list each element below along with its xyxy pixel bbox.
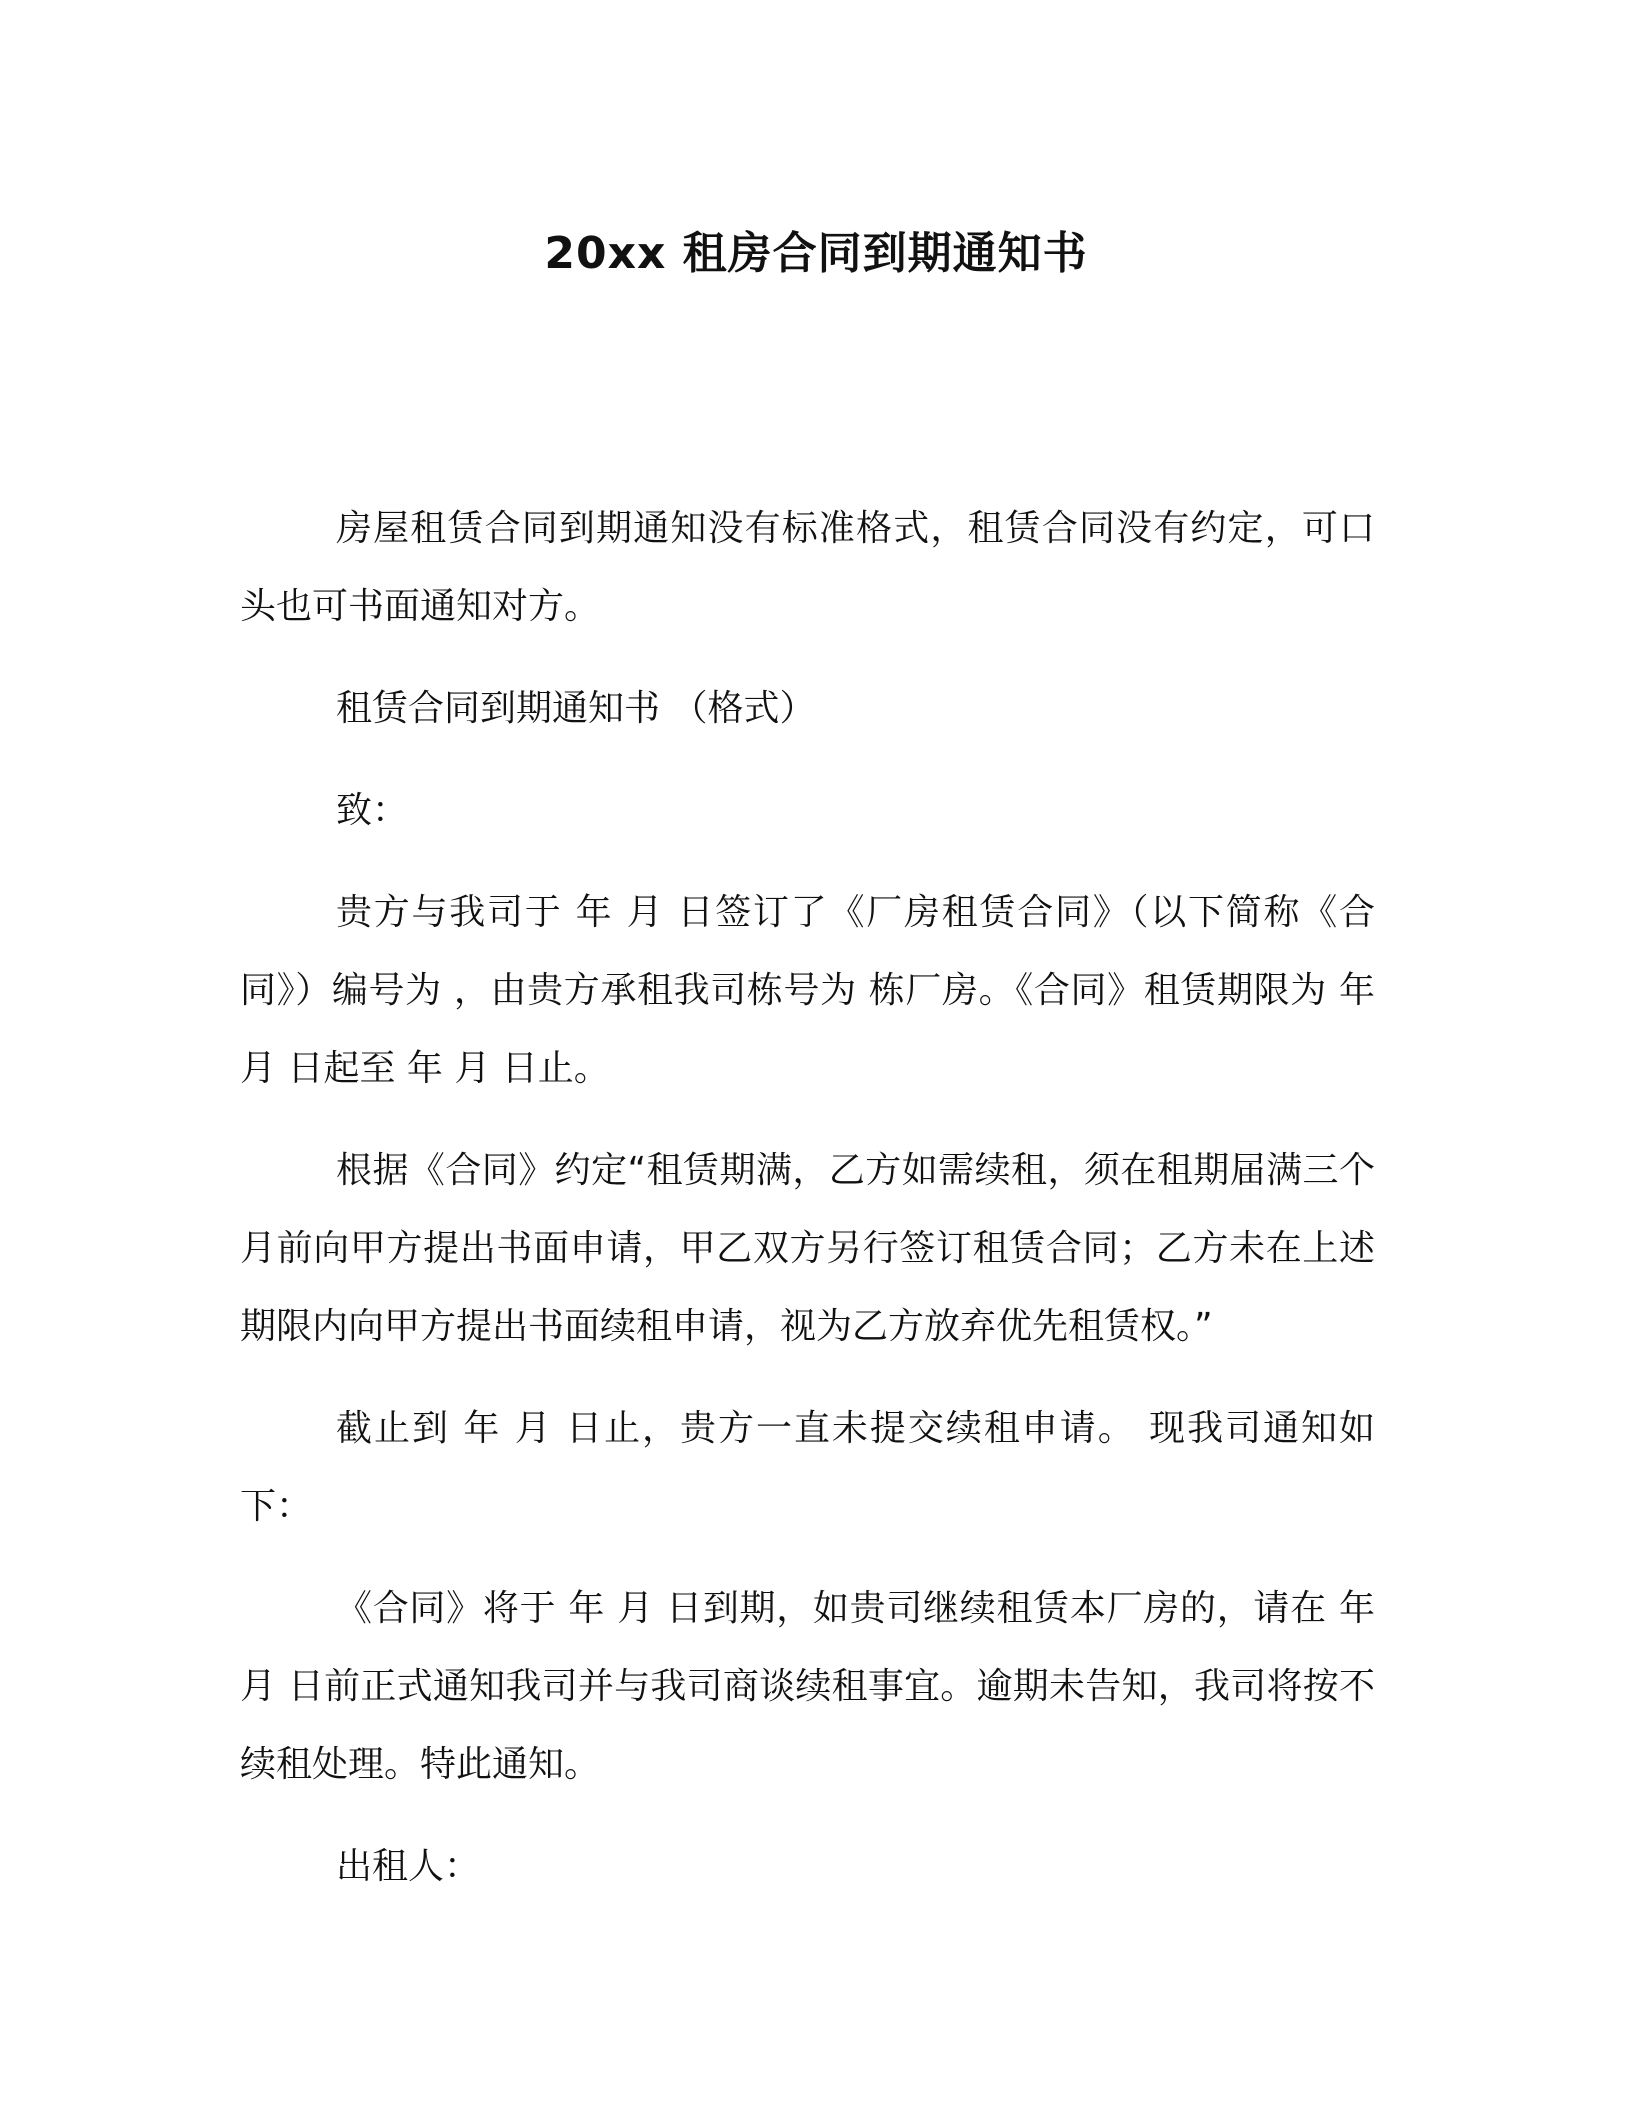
contract-info-paragraph: 贵方与我司于 年 月 日签订了《厂房租赁合同》（以下简称《合同》）编号为 ，由贵方承租我司栋号为 栋厂房。《合同》租赁期限为 年 月 日起至 年 月 日止。 bbox=[240, 892, 1375, 1089]
format-heading: 租赁合同到期通知书 （格式） bbox=[336, 688, 816, 729]
contract-clause-paragraph: 根据《合同》约定“租赁期满，乙方如需续租，须在租期届满三个月前向甲方提出书面申请，甲乙双方另行签订租赁合同；乙方未在上述期限内向甲方提出书面续租申请，视为乙方放弃优先租赁权。” bbox=[240, 1150, 1375, 1347]
notice-paragraph: 《合同》将于 年 月 日到期，如贵司继续租赁本厂房的，请在 年 月 日前正式通知我司并与我司商谈续租事宜。逾期未告知，我司将按不续租处理。特此通知。 bbox=[240, 1588, 1375, 1785]
lessor-signature-label: 出租人： bbox=[336, 1846, 481, 1887]
salutation: 致： bbox=[336, 790, 409, 831]
document-title: 20xx 租房合同到期通知书 bbox=[544, 228, 1088, 279]
document-body bbox=[240, 490, 1375, 1930]
intro-paragraph: 房屋租赁合同到期通知没有标准格式，租赁合同没有约定，可口头也可书面通知对方。 bbox=[240, 508, 1375, 627]
status-paragraph: 截止到 年 月 日止，贵方一直未提交续租申请。 现我司通知如下： bbox=[240, 1408, 1375, 1527]
